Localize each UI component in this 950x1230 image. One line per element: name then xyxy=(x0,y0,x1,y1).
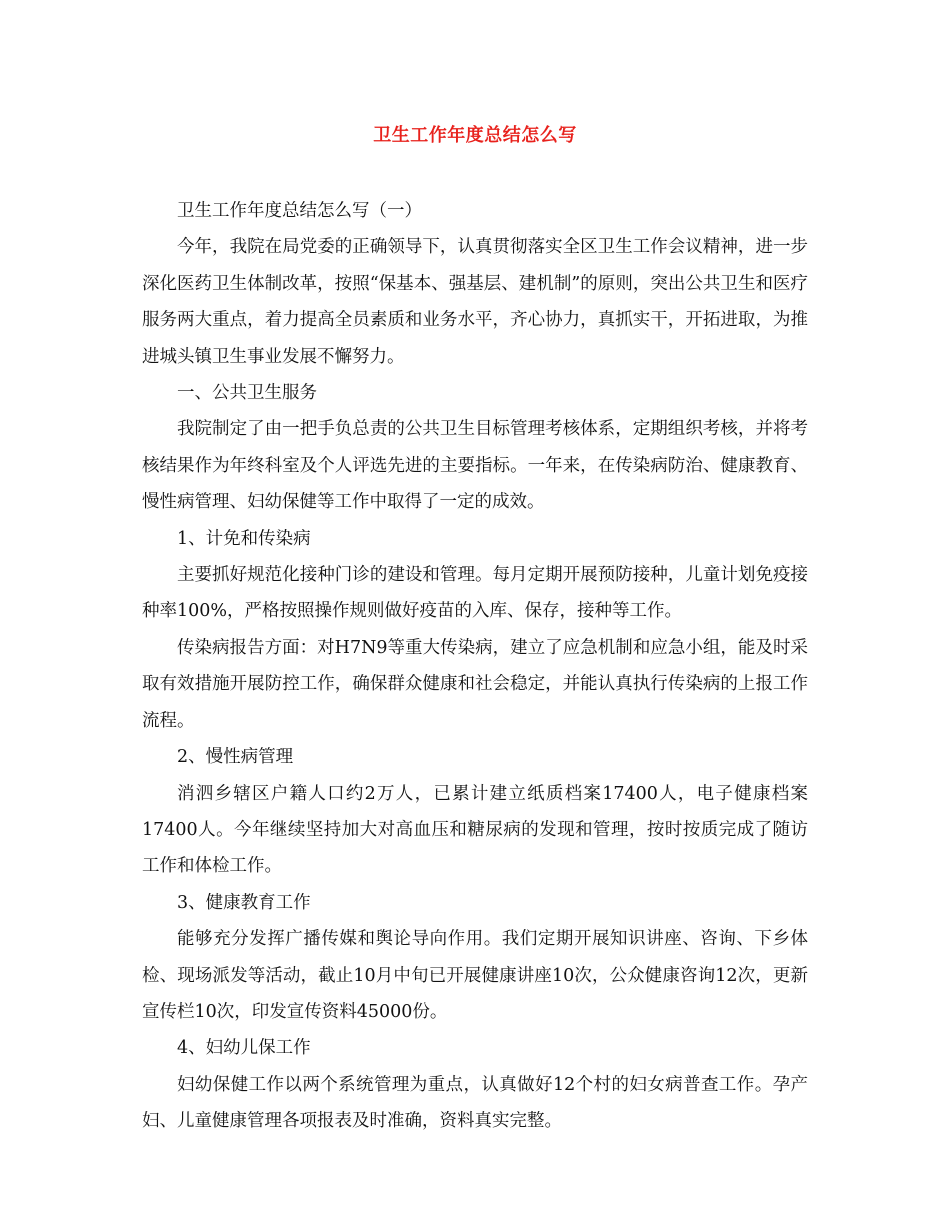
body-paragraph: 消泗乡辖区户籍人口约2万人，已累计建立纸质档案17400人，电子健康档案17400人。今年继续坚持加大对高血压和糖尿病的发现和管理，按时按质完成了随访工作和体检工作。 xyxy=(142,783,808,877)
document-title: 卫生工作年度总结怎么写 xyxy=(373,125,577,146)
body-paragraph: 传染病报告方面：对H7N9等重大传染病，建立了应急机制和应急小组，能及时采取有效措施开展防控工作，确保群众健康和社会稳定，并能认真执行传染病的上报工作流程。 xyxy=(142,637,808,731)
body-paragraph: 主要抓好规范化接种门诊的建设和管理。每月定期开展预防接种，儿童计划免疫接种率100%，严格按照操作规则做好疫苗的入库、保存，接种等工作。 xyxy=(142,565,808,622)
subsection-heading: 3、健康教育工作 xyxy=(177,892,311,913)
subsection-heading: 4、妇幼儿保工作 xyxy=(177,1038,311,1059)
subsection-heading: 2、慢性病管理 xyxy=(177,747,294,768)
body-paragraph: 我院制定了由一把手负总责的公共卫生目标管理考核体系，定期组织考核，并将考核结果作为年终科室及个人评选先进的主要指标。一年来，在传染病防治、健康教育、慢性病管理、妇幼保健等工作中取得了一定的成效。 xyxy=(142,419,808,513)
section-heading: 卫生工作年度总结怎么写（一） xyxy=(177,201,422,221)
body-paragraph: 今年，我院在局党委的正确领导下，认真贯彻落实全区卫生工作会议精神，进一步深化医药卫生体制改革，按照“保基本、强基层、建机制”的原则，突出公共卫生和医疗服务两大重点，着力提高全员素质和业务水平，齐心协力，真抓实干，开拓进取，为推进城头镇卫生事业发展不懈努力。 xyxy=(142,237,808,367)
section-heading: 一、公共卫生服务 xyxy=(177,383,317,404)
body-paragraph: 能够充分发挥广播传媒和舆论导向作用。我们定期开展知识讲座、咨询、下乡体检、现场派发等活动，截止10月中旬已开展健康讲座10次，公众健康咨询12次，更新宣传栏10次，印发宣传资料45000份。 xyxy=(142,929,808,1022)
subsection-heading: 1、计免和传染病 xyxy=(177,528,311,549)
body-paragraph: 妇幼保健工作以两个系统管理为重点，认真做好12个村的妇女病普查工作。孕产妇、儿童健康管理各项报表及时准确，资料真实完整。 xyxy=(142,1074,808,1132)
document-body xyxy=(142,193,808,1140)
